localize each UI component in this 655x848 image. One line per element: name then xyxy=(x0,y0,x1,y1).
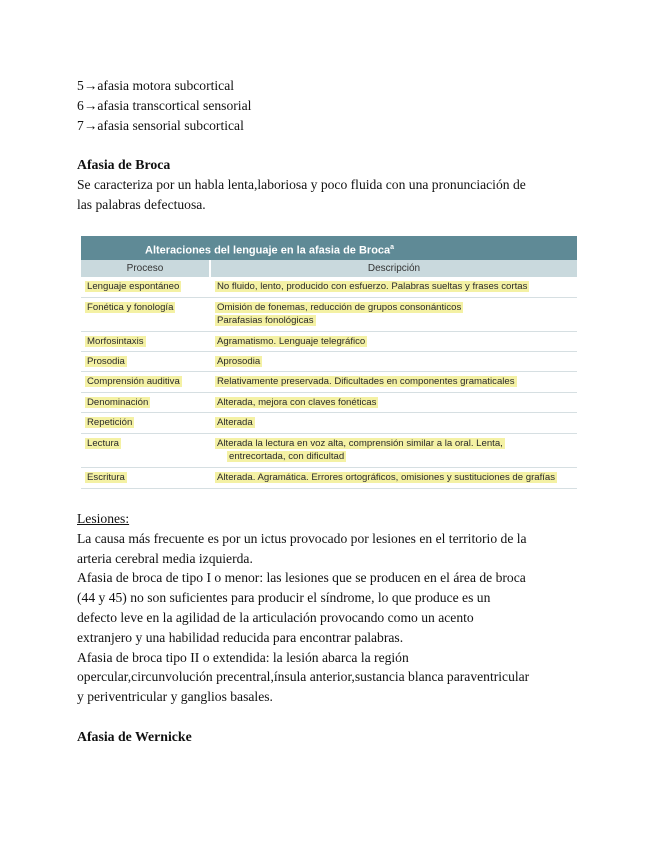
broca-desc-line-2: las palabras defectuosa. xyxy=(77,196,206,212)
list-item-5: 5→afasia motora subcortical xyxy=(77,78,235,93)
row-description: Agramatismo. Lenguaje telegráfico xyxy=(217,336,366,347)
table-row xyxy=(81,413,577,434)
list-item-6: 6→afasia transcortical sensorial xyxy=(77,98,252,113)
broca-table-figure xyxy=(81,236,577,489)
table-row xyxy=(81,434,577,468)
row-process: Morfosintaxis xyxy=(87,336,144,347)
table-row xyxy=(81,277,577,298)
table-row xyxy=(81,352,577,372)
document-body xyxy=(77,76,577,215)
table-row xyxy=(81,393,577,413)
row-process: Fonética y fonología xyxy=(87,302,174,313)
row-process: Lectura xyxy=(87,438,119,449)
row-description: Alterada, mejora con claves fonéticas xyxy=(217,397,377,408)
broca-heading: Afasia de Broca xyxy=(77,157,171,172)
lesiones-p1-l1: La causa más frecuente es por un ictus provocado por lesiones en el territorio de la xyxy=(77,530,527,546)
lesiones-section xyxy=(77,509,577,747)
lesiones-p2-l3: defecto leve en la agilidad de la articulación provocando como un acento xyxy=(77,609,474,625)
table-title: Alteraciones del lenguaje en la afasia de Broca$^a$ xyxy=(81,236,577,260)
row-description: Aprosodia xyxy=(217,356,261,367)
lesiones-p2-l1: Afasia de broca de tipo I o menor: las lesiones que se producen en el área de broca xyxy=(77,570,526,586)
row-description: Alterada. Agramática. Errores ortográficos, omisiones y sustituciones de grafías xyxy=(217,472,556,483)
lesiones-p2-l2: (44 y 45) no son suficientes para producir el síndrome, lo que produce es un xyxy=(77,590,491,606)
wernicke-heading: Afasia de Wernicke xyxy=(77,728,192,744)
broca-desc-line-1: Se caracteriza por un habla lenta,laboriosa y poco fluida con una pronunciación de xyxy=(77,177,526,192)
lesiones-p1-l2: arteria cerebral media izquierda. xyxy=(77,550,253,566)
table-header xyxy=(81,260,577,277)
row-description: Alterada xyxy=(217,417,253,428)
row-description-cont: Parafasias fonológicas xyxy=(217,315,314,326)
row-description: Omisión de fonemas, reducción de grupos consonánticos xyxy=(217,302,462,313)
table-row xyxy=(81,298,577,332)
row-process: Denominación xyxy=(87,397,149,408)
lesiones-p3-l1: Afasia de broca tipo II o extendida: la lesión abarca la región xyxy=(77,649,409,665)
row-process: Lenguaje espontáneo xyxy=(87,281,180,292)
col-header-process: Proceso xyxy=(81,260,211,277)
table-body xyxy=(81,277,577,489)
list-item-7: 7→afasia sensorial subcortical xyxy=(77,118,244,133)
lesiones-p3-l3: y periventricular y ganglios basales. xyxy=(77,689,273,705)
table-row xyxy=(81,468,577,489)
table-row xyxy=(81,332,577,352)
row-description: Alterada la lectura en voz alta, comprensión similar a la oral. Lenta, xyxy=(217,438,503,449)
row-process: Repetición xyxy=(87,417,133,428)
col-header-description: Descripción xyxy=(367,263,421,274)
row-description: No fluido, lento, producido con esfuerzo. Palabras sueltas y frases cortas xyxy=(217,281,528,292)
table-row xyxy=(81,372,577,393)
lesiones-heading: Lesiones: xyxy=(77,511,130,526)
row-process: Prosodia xyxy=(87,356,125,367)
lesiones-p3-l2: opercular,circunvolución precentral,ínsula anterior,sustancia blanca paraventricular xyxy=(77,669,530,685)
row-description: Relativamente preservada. Dificultades en componentes gramaticales xyxy=(217,376,515,387)
row-description-cont: entrecortada, con dificultad xyxy=(229,451,345,462)
row-process: Escritura xyxy=(87,472,125,483)
lesiones-p2-l4: extranjero y una habilidad reducida para encontrar palabras. xyxy=(77,629,404,645)
row-process: Comprensión auditiva xyxy=(87,376,180,387)
